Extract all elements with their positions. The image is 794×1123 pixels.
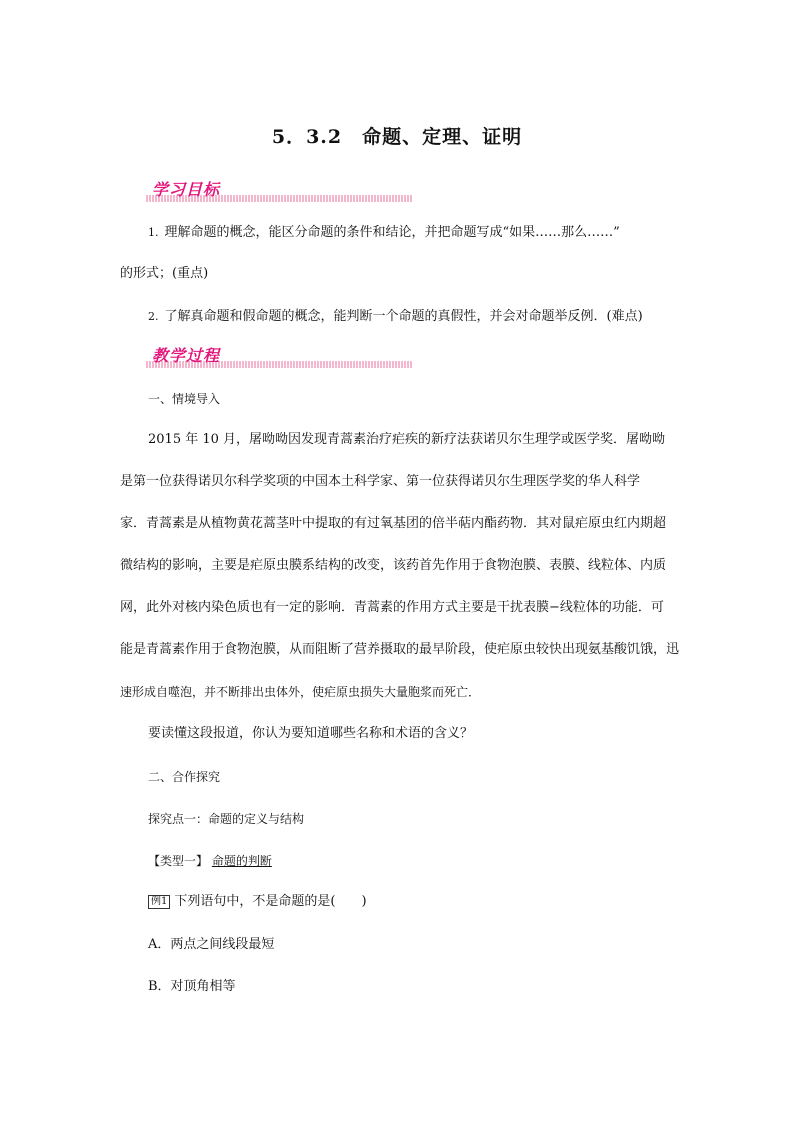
option-a: A．两点之间线段最短 bbox=[148, 937, 275, 952]
story-line-1: 2015 年 10 月，屠呦呦因发现青蒿素治疗疟疾的新疗法获诺贝尔生理学或医学奖．屠呦呦 bbox=[148, 432, 666, 447]
section-banner-process bbox=[146, 346, 412, 368]
story-line-2: 是第一位获得诺贝尔科学奖项的中国本土科学家、第一位获得诺贝尔生理医学奖的华人科学 bbox=[120, 474, 641, 489]
objective-1-line2: 的形式；(重点) bbox=[120, 266, 209, 281]
example-question-line bbox=[148, 893, 708, 911]
section-banner-objectives bbox=[146, 180, 412, 202]
page-title: 5．3.2 命题、定理、证明 bbox=[271, 126, 523, 148]
story-line-5: 网，此外对核内染色质也有一定的影响．青蒿素的作用方式主要是干扰表膜−线粒体的功能．可 bbox=[120, 600, 664, 615]
section-label-process: 教学过程 bbox=[152, 346, 221, 365]
type-heading bbox=[148, 852, 708, 870]
story-line-4: 微结构的影响，主要是疟原虫膜系结构的改变，该药首先作用于食物泡膜、表膜、线粒体、内质 bbox=[120, 558, 667, 573]
story-line-3: 家．青蒿素是从植物黄花蒿茎叶中提取的有过氧基团的倍半萜内酯药物．其对鼠疟原虫红内期超 bbox=[120, 516, 667, 531]
objective-2-line bbox=[148, 308, 708, 326]
question-text: 要读懂这段报道，你认为要知道哪些名称和术语的含义？ bbox=[148, 726, 474, 741]
story-line-7: 速形成自噬泡，并不断排出虫体外，使疟原虫损失大量胞浆而死亡． bbox=[120, 685, 481, 699]
explore-point: 探究点一：命题的定义与结构 bbox=[148, 812, 305, 826]
objective-1-line1 bbox=[148, 224, 708, 242]
story-line-6: 能是青蒿素作用于食物泡膜，从而阻断了营养摄取的最早阶段，使疟原虫较快出现氨基酸饥饿，迅 bbox=[120, 642, 680, 657]
example-badge: 例1 bbox=[148, 895, 170, 909]
objective-2-number: 2. bbox=[148, 310, 159, 323]
option-b: B．对顶角相等 bbox=[148, 979, 236, 994]
part2-heading: 二、合作探究 bbox=[148, 770, 221, 784]
type-title: 命题的判断 bbox=[211, 854, 272, 868]
type-label: 【类型一】 bbox=[148, 854, 209, 868]
objective-1-text: 理解命题的概念，能区分命题的条件和结论，并把命题写成“如果……那么……” bbox=[164, 225, 620, 240]
part1-heading: 一、情境导入 bbox=[148, 392, 221, 406]
section-label-objectives: 学习目标 bbox=[152, 180, 221, 199]
example-question: 下列语句中，不是命题的是( ) bbox=[174, 894, 367, 909]
objective-1-number: 1. bbox=[148, 226, 159, 239]
objective-2-text: 了解真命题和假命题的概念，能判断一个命题的真假性，并会对命题举反例．(难点) bbox=[164, 309, 643, 324]
